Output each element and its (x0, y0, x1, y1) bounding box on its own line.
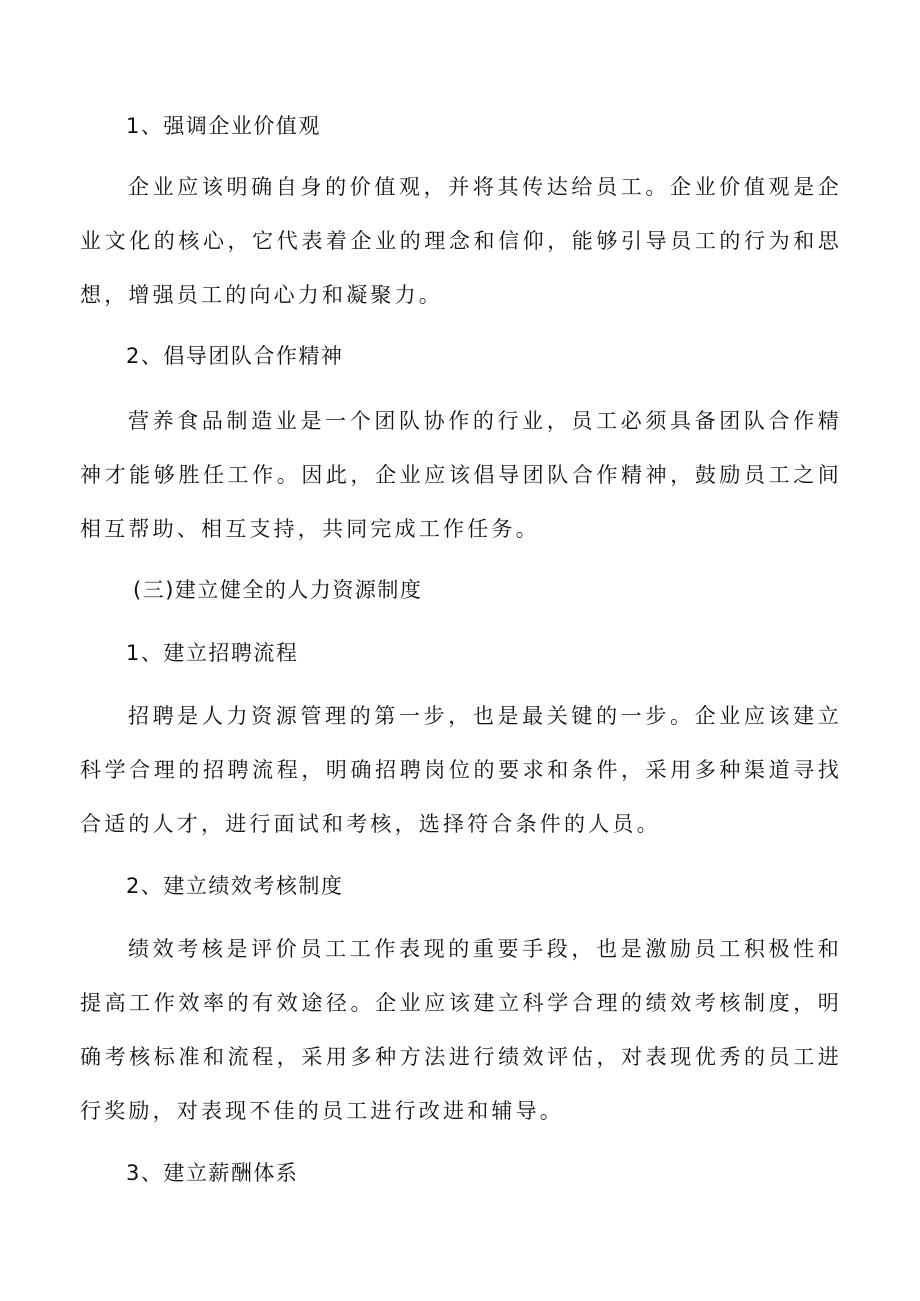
section-heading-hr-system: (三)建立健全的人力资源制度 (133, 578, 423, 602)
heading-emphasize-corporate-values: 1、强调企业价值观 (126, 114, 321, 138)
paragraph-teamwork: 营养食品制造业是一个团队协作的行业，员工必须具备团队合作精神才能够胜任工作。因此，企业应该倡导团队合作精神，鼓励员工之间相互帮助、相互支持，共同完成工作任务。 (80, 409, 842, 541)
paragraph-performance-appraisal: 绩效考核是评价员工工作表现的重要手段，也是激励员工积极性和提高工作效率的有效途径。企业应该建立科学合理的绩效考核制度，明确考核标准和流程，采用多种方法进行绩效评估，对表现优秀的员工进行奖励，对表现不佳的员工进行改进和辅导。 (80, 937, 842, 1123)
heading-performance-appraisal: 2、建立绩效考核制度 (126, 874, 344, 898)
heading-recruitment-process: 1、建立招聘流程 (126, 641, 299, 665)
heading-advocate-teamwork: 2、倡导团队合作精神 (126, 344, 344, 368)
paragraph-corporate-values: 企业应该明确自身的价值观，并将其传达给员工。企业价值观是企业文化的核心，它代表着企业的理念和信仰，能够引导员工的行为和思想，增强员工的向心力和凝聚力。 (80, 175, 842, 307)
heading-compensation-system: 3、建立薪酬体系 (126, 1161, 299, 1185)
paragraph-recruitment: 招聘是人力资源管理的第一步，也是最关键的一步。企业应该建立科学合理的招聘流程，明确招聘岗位的要求和条件，采用多种渠道寻找合适的人才，进行面试和考核，选择符合条件的人员。 (80, 704, 842, 836)
